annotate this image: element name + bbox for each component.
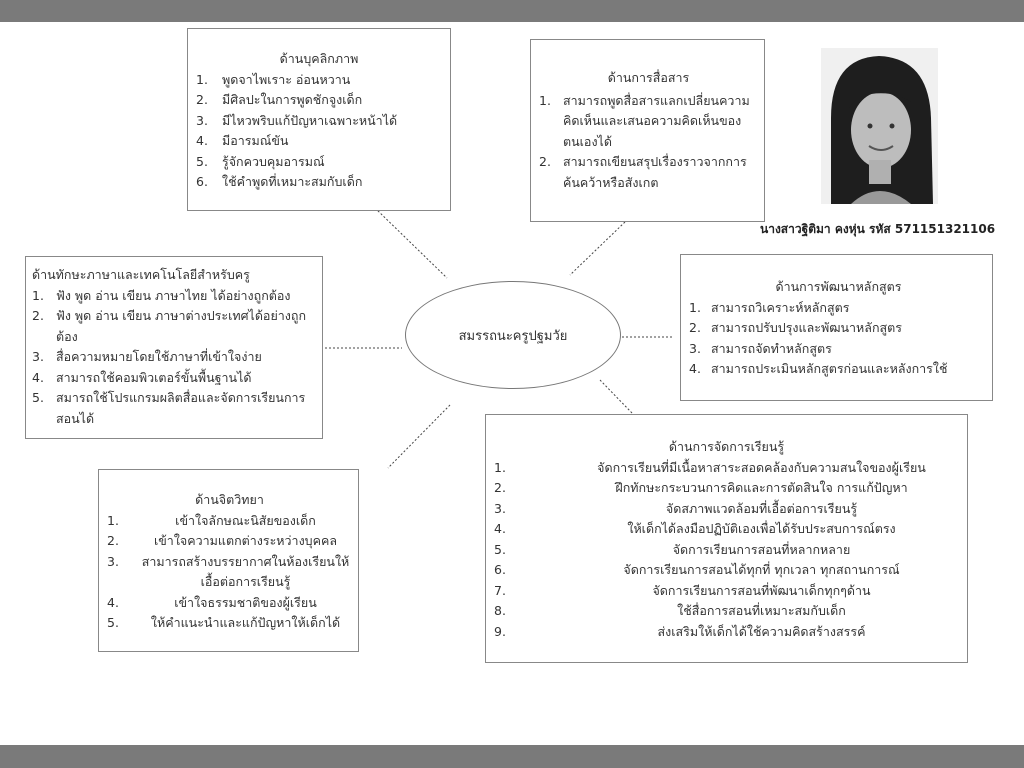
list-item: 2. ฝึกทักษะกระบวนการคิดและการตัดสินใจ การแก้ปัญหา: [494, 480, 908, 495]
center-label: สมรรถนะครูปฐมวัย: [458, 328, 568, 344]
psychology-title: ด้านจิตวิทยา: [195, 492, 264, 507]
list-item: 3. มีไหวพริบแก้ปัญหาเฉพาะหน้าได้: [196, 112, 398, 128]
personality-list: [196, 70, 442, 193]
list-item: 1. ฟัง พูด อ่าน เขียน ภาษาไทย ได้อย่างถูกต้อง: [32, 287, 291, 303]
student-caption: นางสาวฐิติมา คงหุ่น รหัส 571151321106: [760, 222, 996, 236]
list-item: 4. สามารถประเมินหลักสูตรก่อนและหลังการใช้: [689, 361, 948, 376]
list-item: 5. รู้จักควบคุมอารมณ์: [196, 153, 325, 169]
list-item: 4. สามารถใช้คอมพิวเตอร์ขั้นพื้นฐานได้: [32, 369, 252, 385]
connector-communication: [570, 222, 625, 275]
list-item: 1. สามารถวิเคราะห์หลักสูตร: [689, 299, 850, 315]
curriculum-box: [680, 254, 993, 401]
list-item: 1. จัดการเรียนที่มีเนื้อหาสาระสอดคล้องกับความสนใจของผู้เรียน: [494, 459, 926, 475]
psychology-box: [98, 469, 359, 652]
list-item: 2. มีศิลปะในการพูดชักจูงเด็ก: [196, 92, 363, 107]
list-item: 5. จัดการเรียนการสอนที่หลากหลาย: [494, 541, 851, 557]
language-tech-list: [32, 286, 316, 430]
language-tech-box: [25, 256, 323, 439]
list-item: 5. ให้คำแนะนำและแก้ปัญหาให้เด็กได้: [107, 615, 341, 630]
list-item: 6. ใช้คำพูดที่เหมาะสมกับเด็ก: [196, 174, 363, 189]
list-item: 1. พูดจาไพเราะ อ่อนหวาน: [196, 71, 351, 87]
profile-photo: [821, 48, 938, 204]
list-item: 2. เข้าใจความแตกต่างระหว่างบุคคล: [107, 533, 337, 548]
list-item: 3. จัดสภาพแวดล้อมที่เอื้อต่อการเรียนรู้: [494, 500, 858, 516]
list-item: 2. สามารถเขียนสรุปเรื่องราวจากการค้นคว้าหรือสังเกต: [539, 154, 747, 190]
center-node: [405, 281, 621, 389]
list-item: 7. จัดการเรียนการสอนที่พัฒนาเด็กทุกๆด้าน: [494, 582, 871, 598]
connector-personality: [375, 208, 447, 278]
list-item: 3. สามารถจัดทำหลักสูตร: [689, 340, 832, 356]
connector-learning: [600, 380, 632, 413]
portrait-image: [821, 48, 938, 204]
list-item: 2. สามารถปรับปรุงและพัฒนาหลักสูตร: [689, 320, 902, 335]
list-item: 4. เข้าใจธรรมชาติของผู้เรียน: [107, 594, 317, 610]
curriculum-title: ด้านการพัฒนาหลักสูตร: [775, 279, 902, 294]
communication-box: [530, 39, 765, 222]
list-item: 3. สามารถสร้างบรรยากาศในห้องเรียนให้เอื้อต่อการเรียนรู้: [107, 553, 350, 589]
curriculum-list: [689, 298, 988, 380]
communication-title: ด้านการสื่อสาร: [607, 70, 690, 85]
list-item: 1. สามารถพูดสื่อสารแลกเปลี่ยนความคิดเห็นและเสนอความคิดเห็นของตนเองได้: [539, 92, 750, 149]
communication-list: [539, 91, 758, 194]
psychology-list: [107, 511, 352, 634]
learning-management-list: [494, 458, 959, 643]
personality-box: [187, 28, 451, 211]
list-item: 4. มีอารมณ์ขัน: [196, 133, 289, 148]
learning-management-box: [485, 414, 968, 663]
bottom-bar: [0, 745, 1024, 768]
list-item: 6. จัดการเรียนการสอนได้ทุกที่ ทุกเวลา ทุกสถานการณ์: [494, 562, 900, 577]
list-item: 5. สมารถใช้โปรแกรมผลิตสื่อและจัดการเรียนการสอนได้: [32, 390, 306, 426]
list-item: 4. ให้เด็กได้ลงมือปฏิบัติเองเพื่อได้รับประสบการณ์ตรง: [494, 521, 896, 536]
list-item: 9. ส่งเสริมให้เด็กได้ใช้ความคิดสร้างสรรค์: [494, 623, 866, 639]
list-item: 2. ฟัง พูด อ่าน เขียน ภาษาต่างประเทศได้อย่างถูกต้อง: [32, 308, 307, 344]
list-item: 8. ใช้สื่อการสอนที่เหมาะสมกับเด็ก: [494, 603, 846, 618]
learning-management-title: ด้านการจัดการเรียนรู้: [668, 439, 785, 454]
personality-title: ด้านบุคลิกภาพ: [279, 51, 359, 66]
list-item: 3. สื่อความหมายโดยใช้ภาษาที่เข้าใจง่าย: [32, 349, 262, 364]
connector-psychology: [388, 405, 450, 468]
list-item: 1. เข้าใจลักษณะนิสัยของเด็ก: [107, 512, 316, 528]
language-tech-title: ด้านทักษะภาษาและเทคโนโลยีสำหรับครู: [32, 267, 250, 282]
